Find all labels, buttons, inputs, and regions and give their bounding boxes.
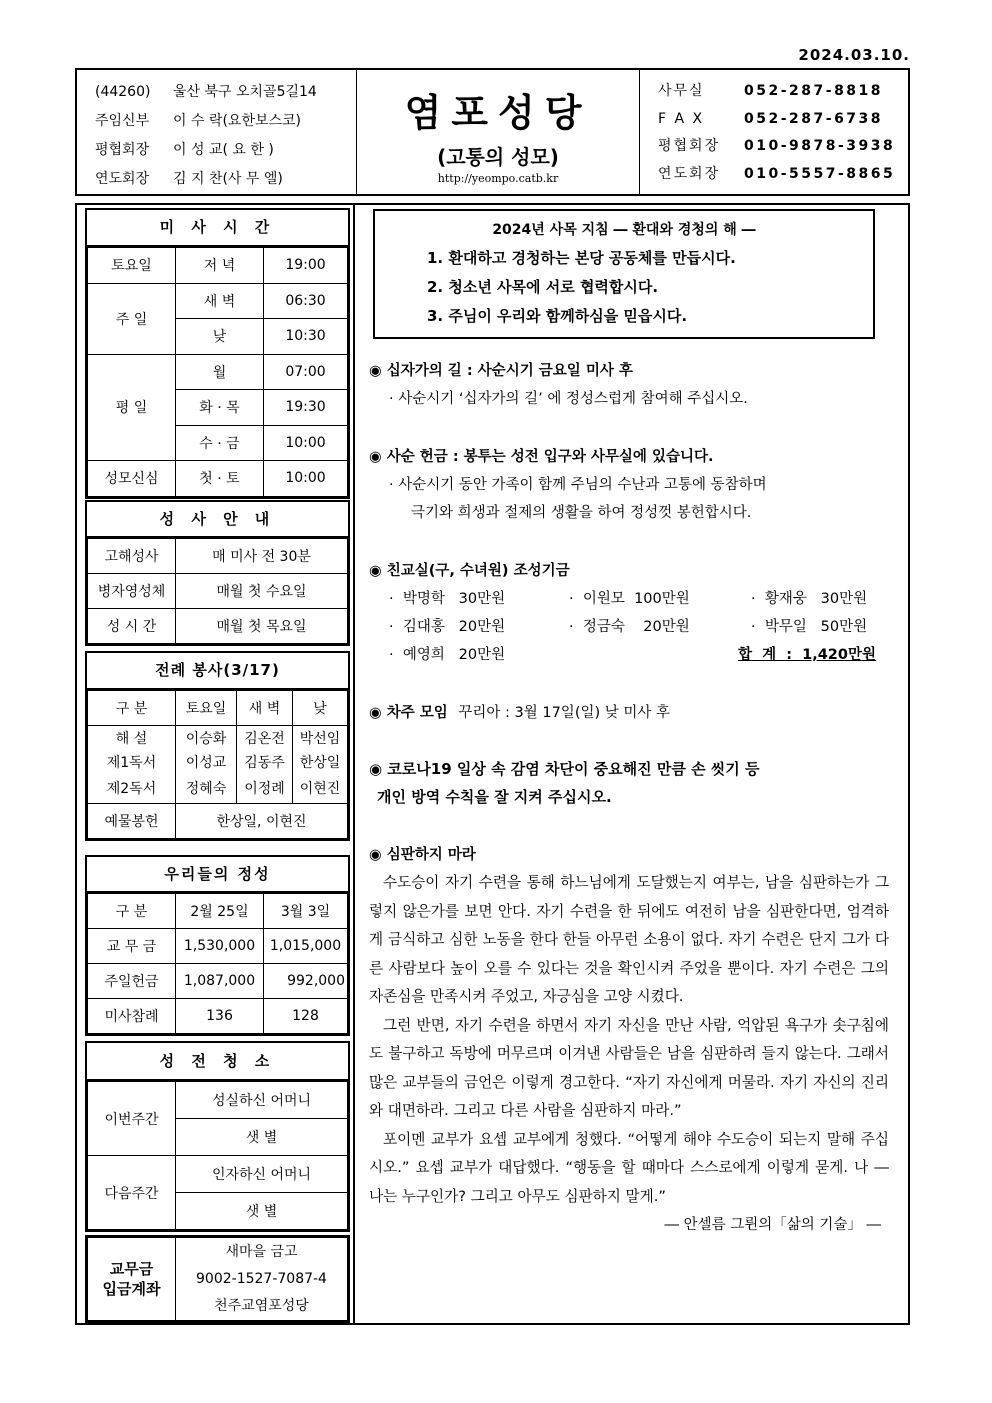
church-cleaning: 성 전 청 소 이번주간 성실하신 어머니 샛 별 다음주간 인자하신 어머니 샛 별 bbox=[85, 1041, 350, 1232]
yeondo-phone: 연도회장 010-5557-8865 bbox=[658, 165, 896, 182]
council-phone: 평협회장 010-9878-3938 bbox=[658, 138, 896, 154]
deposit-account: 교무금 입금계좌 새마을 금고 9002-1527-7087-4 천주교염포성당 bbox=[85, 1235, 350, 1323]
body-frame bbox=[75, 203, 910, 1325]
right-column bbox=[355, 205, 908, 1323]
offering-record: 우리들의 정성 구 분 2월 25일 3월 3일 교 무 금 1,530,000 1,015,000 주일헌금 1,087,000 992,000 미사참례 136 128 bbox=[85, 855, 350, 1036]
mass-schedule bbox=[85, 208, 350, 499]
parish-url[interactable]: http://yeompo.catb.kr bbox=[437, 172, 559, 185]
mass-schedule-title: 미 사 시 간 bbox=[87, 210, 348, 247]
sacrament-title: 성 사 안 내 bbox=[87, 502, 348, 538]
essay-source: ― 안셀름 그륀의「삶의 기술」 ― bbox=[664, 1217, 881, 1233]
liturgy-title: 전례 봉사(3/17) bbox=[87, 653, 348, 690]
parish-subtitle: (고통의 성모) bbox=[437, 145, 559, 169]
notice-covid: ◉ 코로나19 일상 속 감염 차단이 중요해진 만큼 손 씻기 등 개인 방역 수칙을 잘 지켜 주십시오. bbox=[369, 760, 760, 806]
contact-info bbox=[640, 70, 908, 194]
pastoral-policy: 2024년 사목 지침 ― 환대와 경청의 해 ― 1. 환대하고 경청하는 본당 공동체를 만듭시다. 2. 청소년 사목에 서로 협력합시다. 3. 주님이 우리와 함께하심을 믿읍시다. bbox=[373, 209, 875, 339]
notice-fund: ◉ 친교실(구, 수녀원) 조성기금 · 박명학 30만원 · 이원모 100만원 · 황재웅 30만원 · 김대홍 20만원 · 정금숙 20만원 · 박무일 50만원 · 예영희 20만원 합 계 : 1,420만원 bbox=[369, 557, 889, 669]
office-phone: 사무실 052-287-8818 bbox=[658, 83, 884, 99]
parish-name: 염포성당 bbox=[404, 91, 592, 135]
offering-title: 우리들의 정성 bbox=[87, 857, 348, 893]
council-row: 평협회장 이 성 교( 요 한 ) bbox=[95, 142, 274, 158]
header bbox=[75, 68, 910, 196]
parish-title-block bbox=[357, 70, 640, 194]
fax-number: F A X 052-287-6738 bbox=[658, 110, 884, 127]
cleaning-title: 성 전 청 소 bbox=[87, 1043, 348, 1081]
notice-lent: ◉ 사순 헌금 : 봉투는 성전 입구와 사무실에 있습니다. · 사순시기 동안 가족이 함께 주님의 수난과 고통에 동참하며 극기와 희생과 절제의 생활을 하여 정성껏 봉헌합시다. bbox=[369, 449, 767, 521]
essay-judge: ◉ 심판하지 마라 수도승이 자기 수련을 통해 하느님에게 도달했는지 여부는, 남을 심판하는가 그렇지 않은가를 보면 안다. 자기 수련을 한 뒤에도 여전히 남을 심판한다면, 엄격하게 금식하고 심한 노동을 한다 한들 아무런 소용이 없다. 자기 수련은 단지 그가 다른 사람보다 높이 오를 수 있다는 것을 확인시켜 주었을 뿐이다. 자기 수련은 그의 자존심을 만족시켜 주었고, 자긍심을 고양 시켰다. 그런 반면, 자기 수련을 하면서 자기 자신을 만난 사람, 억압된 욕구가 솟구침에도 불구하고 독방에 머무르며 이겨낸 사람들은 남을 심판하려 들지 않는다. 그래서 많은 교부들의 금언은 이렇게 경고한다. “자기 자신에게 머물라. 자기 자신의 진리와 대면하라. 그리고 다른 사람을 심판하지 마라.” 포이멘 교부가 요셉 교부에게 청했다. “어떻게 해야 수도승이 되는지 말해 주십시오.” 요셉 교부가 대답했다. “행동을 할 때마다 스스로에게 이렇게 묻게. 나 ― 나는 누구인가? 그리고 아무도 심판하지 말게.” ― 안셀름 그륀의「삶의 기술」 ― bbox=[369, 841, 889, 1239]
liturgy-service: 전례 봉사(3/17) 구 분 토요일 새 벽 낮 해 설 이승화 김온전 박선임 제1독서 이성교 김동주 한상일 제2독서 정혜숙 이정례 이현진 예물봉헌 한상일, 이현진 bbox=[85, 651, 350, 841]
sacrament-guide: 성 사 안 내 고해성사 매 미사 전 30분 병자영성체 매월 첫 수요일 성 시 간 매월 첫 목요일 bbox=[85, 500, 350, 646]
notice-cross: ◉ 십자가의 길 : 사순시기 금요일 미사 후 · 사순시기 ‘십자가의 길’ 에 정성스럽게 참여해 주십시오. bbox=[369, 363, 748, 407]
notice-meeting: ◉ 차주 모임 꾸리아 : 3월 17일(일) 낮 미사 후 bbox=[369, 705, 670, 721]
yeondo-row: 연도회장 김 지 찬(사 무 엘) bbox=[95, 171, 283, 187]
parish-info bbox=[77, 70, 357, 194]
address-row: (44260) 울산 북구 오치골5길14 bbox=[95, 84, 317, 100]
mass-table: 토요일 저 녁 19:00 주 일 새 벽 06:30 낮 10:30 평 일 월 07:00 화 · 목 19:30 수 · 금 10:00 성모신심 첫 · 토 10:00 bbox=[87, 247, 348, 497]
pastor-row: 주임신부 이 수 락(요한보스코) bbox=[95, 113, 302, 129]
fund-total: 합 계 : 1,420만원 bbox=[738, 647, 876, 663]
bulletin-date: 2024.03.10. bbox=[798, 46, 910, 64]
left-column bbox=[77, 205, 355, 1323]
